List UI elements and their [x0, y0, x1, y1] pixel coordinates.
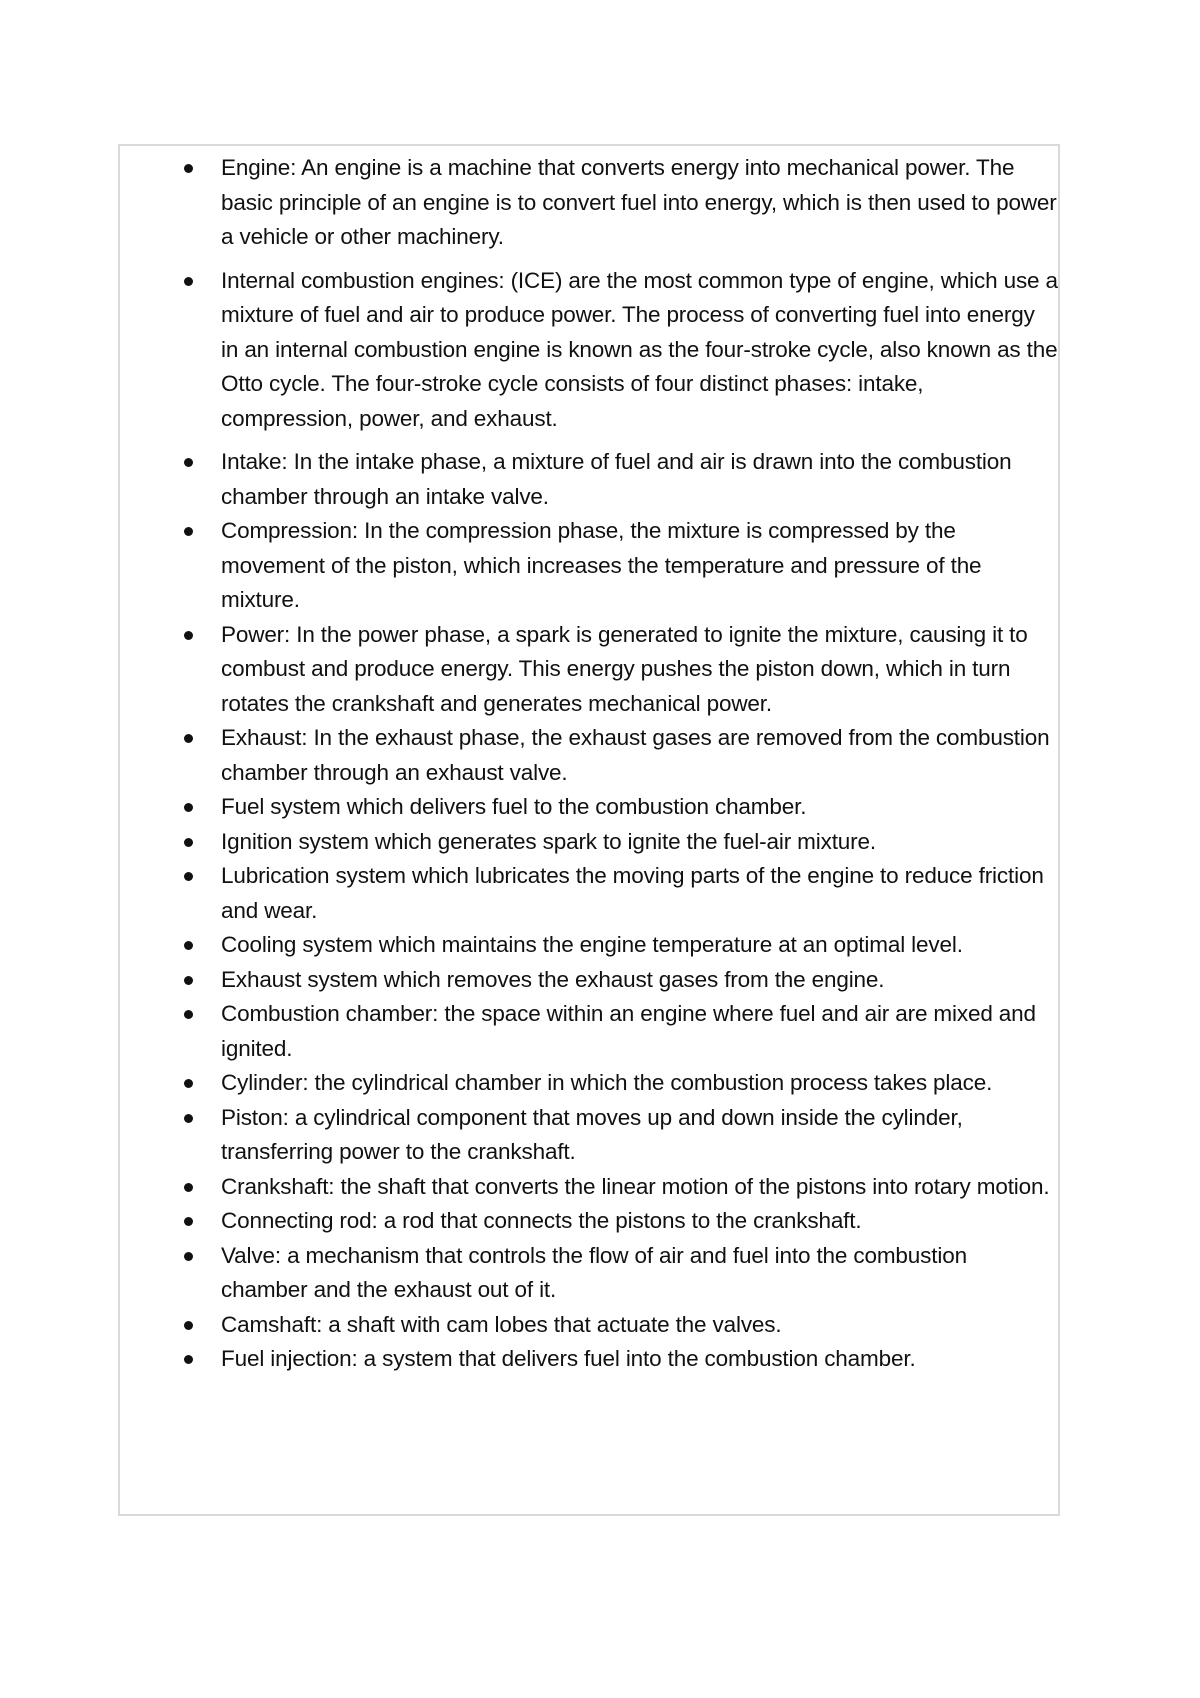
bullet-icon [184, 1321, 193, 1330]
list-item [120, 1342, 1060, 1377]
list-item [120, 997, 1060, 1066]
list-item-text: Power: In the power phase, a spark is generated to ignite the mixture, causing it to combust and produce energy. This energy pushes the piston down, which in turn rotates the crankshaft and generates mechanical power. [221, 621, 1028, 716]
list-item-text: Fuel injection: a system that delivers fuel into the combustion chamber. [221, 1346, 916, 1371]
list-item-text: Fuel system which delivers fuel to the combustion chamber. [221, 794, 807, 819]
list-item [120, 859, 1060, 928]
bullet-icon [184, 1079, 193, 1088]
list-item-text: Cooling system which maintains the engine temperature at an optimal level. [221, 932, 963, 957]
bullet-icon [184, 527, 193, 536]
bullet-icon [184, 803, 193, 812]
list-item [120, 928, 1060, 963]
list-item [120, 825, 1060, 860]
bullet-icon [184, 734, 193, 743]
list-item-text: Intake: In the intake phase, a mixture of fuel and air is drawn into the combustion chamber through an intake valve. [221, 449, 1012, 509]
bullet-icon [184, 976, 193, 985]
list-item-text: Camshaft: a shaft with cam lobes that actuate the valves. [221, 1311, 782, 1337]
list-item [120, 1101, 1060, 1170]
bullet-icon [184, 872, 193, 881]
list-item [120, 1308, 1060, 1343]
list-item [120, 151, 1060, 255]
list-item [120, 514, 1060, 618]
bullet-icon [184, 458, 193, 467]
bullet-icon [184, 941, 193, 950]
list-item [120, 618, 1060, 722]
bullet-icon [184, 838, 193, 847]
bullet-icon [184, 631, 193, 640]
bullet-icon [184, 1010, 193, 1019]
bullet-list [120, 151, 1060, 1377]
list-item [120, 1204, 1060, 1239]
bullet-icon [184, 1355, 193, 1364]
list-item-text: Piston: a cylindrical component that moves up and down inside the cylinder, transferring power to the crankshaft. [221, 1104, 963, 1164]
list-item-text: Compression: In the compression phase, the mixture is compressed by the movement of the piston, which increases the temperature and pressure of the mixture. [221, 518, 982, 612]
bordered-text-box [118, 144, 1060, 1516]
list-item-text: Internal combustion engines: (ICE) are the most common type of engine, which use a mixture of fuel and air to produce power. The process of converting fuel into energy in an internal combustion engine is known as the four-stroke cycle, also known as the Otto cycle. The four-stroke cycle consists of four distinct phases: intake, compression, power, and exhaust. [221, 267, 1058, 431]
list-item [120, 963, 1060, 998]
bullet-icon [184, 277, 193, 286]
list-item-text: Valve: a mechanism that controls the flow of air and fuel into the combustion chamber and the exhaust out of it. [221, 1242, 967, 1302]
list-item-text: Exhaust system which removes the exhaust gases from the engine. [221, 966, 885, 992]
bullet-icon [184, 1217, 193, 1226]
list-item [120, 264, 1060, 437]
bullet-icon [184, 164, 193, 173]
list-item [120, 1170, 1060, 1205]
list-item-text: Crankshaft: the shaft that converts the linear motion of the pistons into rotary motion. [221, 1173, 1050, 1199]
list-item [120, 445, 1060, 514]
list-item-text: Exhaust: In the exhaust phase, the exhaust gases are removed from the combustion chamber through an exhaust valve. [221, 725, 1050, 785]
bullet-icon [184, 1252, 193, 1261]
list-item-text: Combustion chamber: the space within an engine where fuel and air are mixed and ignited. [221, 1001, 1036, 1061]
list-item [120, 790, 1060, 825]
list-item-text: Cylinder: the cylindrical chamber in which the combustion process takes place. [221, 1070, 993, 1095]
list-item-text: Ignition system which generates spark to ignite the fuel-air mixture. [221, 828, 876, 854]
list-item-text: Engine: An engine is a machine that converts energy into mechanical power. The basic principle of an engine is to convert fuel into energy, which is then used to power a vehicle or other machinery. [221, 155, 1057, 249]
list-item-text: Connecting rod: a rod that connects the pistons to the crankshaft. [221, 1208, 862, 1233]
list-item [120, 721, 1060, 790]
list-item-text: Lubrication system which lubricates the moving parts of the engine to reduce friction and wear. [221, 863, 1044, 923]
list-item [120, 1239, 1060, 1308]
bullet-icon [184, 1183, 193, 1192]
bullet-icon [184, 1114, 193, 1123]
list-item [120, 1066, 1060, 1101]
